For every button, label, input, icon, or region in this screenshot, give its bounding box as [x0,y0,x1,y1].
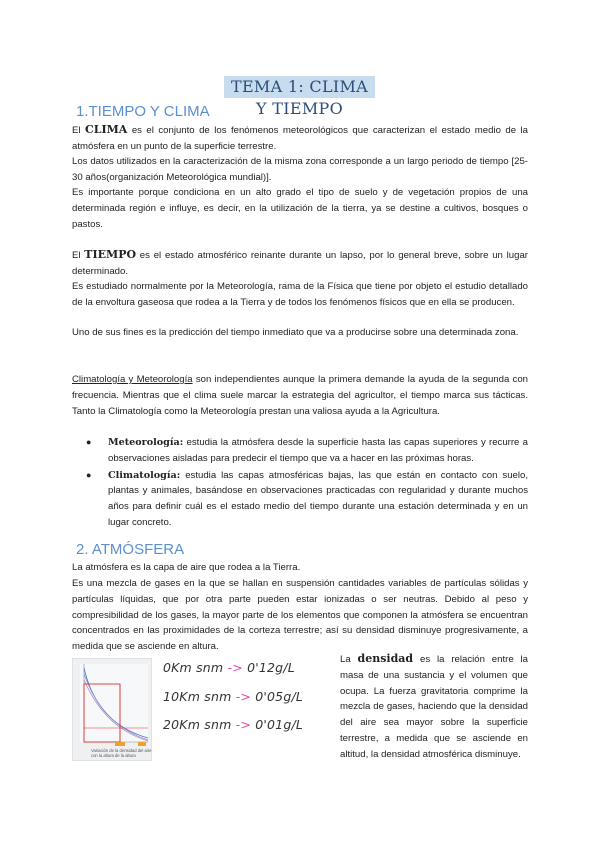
importante-paragraph: Es importante porque condiciona en un alto grado el tipo de suelo y de vegetación propios de una determinada región e influye, es decir, en la utilización de la tierra, ya se destine a cultivos, bosques o pastos. [72,187,528,230]
atmosfera-intro: La atmósfera es la capa de aire que rodea a la Tierra. [72,562,301,573]
fines-paragraph: Uno de sus fines es la predicción del tiempo inmediato que va a producirse sobre una determinada zona. [72,327,519,338]
handnote-0km: 0Km snm -> 0'12g/L [163,660,295,675]
figure-caption: Variación de la densidad del aire con la altura de la altura [91,748,152,758]
page-title: TEMA 1: CLIMA Y TIEMPO [224,76,375,98]
clima-keyword: CLIMA [85,123,128,136]
clim-met-link: Climatología y Meteorología [72,374,193,385]
list-item: ● Meteorología: estudia la atmósfera desde la superficie hasta las capas superiores y recurre a observaciones aisladas para predecir el tiempo que va a hacer en las próximas horas. [86,437,528,464]
section-heading-tiempo-clima: 1.TIEMPO Y CLIMA [76,103,210,120]
arrow-icon: -> [227,660,243,675]
bullet-icon: ● [86,437,92,447]
densidad-keyword: densidad [357,652,414,665]
arrow-icon: -> [235,717,252,732]
handnote-10km: 10Km snm -> 0'05g/L [163,689,304,704]
tiempo-paragraph: El TIEMPO es el estado atmosférico reinante durante un lapso, por lo general breve, sobre un lugar determinado. [72,248,528,277]
handnote-20km: 20Km snm -> 0'01g/L [163,717,304,732]
bullet-icon: ● [86,469,92,480]
clim-met-paragraph: Climatología y Meteorología son independientes aunque la primera demande la ayuda de la segunda con frecuencia. Mientras que el clima suele marcar la estrategia del agricultor, el tiempo marca sus tácticas. Tanto la Climatología como la Meteorología prestan una valiosa ayuda a la Agricultura. [72,374,528,417]
estudiado-paragraph: Es estudiado normalmente por la Meteorología, rama de la Física que tiene por objeto el estudio detallado de la envoltura gaseosa que rodea a la Tierra y de todos los fenómenos físicos que en ella se producen. [72,281,528,308]
section-heading-atmosfera: 2. ATMÓSFERA [76,541,185,558]
datos-paragraph: Los datos utilizados en la caracterización de la misma zona corresponde a un largo periodo de tiempo [25-30 años(organización Meteorológica mundial)]. [72,156,528,183]
densidad-paragraph: La densidad es la relación entre la masa de una sustancia y el volumen que ocupa. La fuerza gravitatoria comprime la mezcla de gases, haciendo que la densidad del aire sea mayor sobre la superficie terrestre, a medida que se asciende en altitud, la densidad atmosférica disminuye. [340,652,528,760]
atmosfera-paragraph: Es una mezcla de gases en la que se hallan en suspensión cantidades variables de partículas sólidas y partículas líquidas, que por otra parte pueden estar ionizadas o ser neutras. Debido al peso y compresibilidad de los gases, la mayor parte de los elementos que componen la atmósfera se encuentran concentrados en las proximidades de la corteza terrestre; así su densidad disminuye progresivamente, a medida que se asciende en altura. [72,578,528,653]
definitions-list [72,435,528,532]
tiempo-keyword: TIEMPO [84,248,137,261]
density-altitude-figure [72,658,152,761]
arrow-icon: -> [235,689,252,704]
clima-paragraph: El CLIMA es el conjunto de los fenómenos meteorológicos que caracterizan el estado medio de la atmósfera en un punto de la superficie terrestre. [72,123,528,152]
list-item: ● Climatología: estudia las capas atmosféricas bajas, las que están en contacto con suelo, plantas y animales, basándose en observaciones practicadas con regularidad y durante muchos años para definir cuál es el estado medio del tiempo durante una estación determinada y en un lugar concreto. [86,469,528,528]
